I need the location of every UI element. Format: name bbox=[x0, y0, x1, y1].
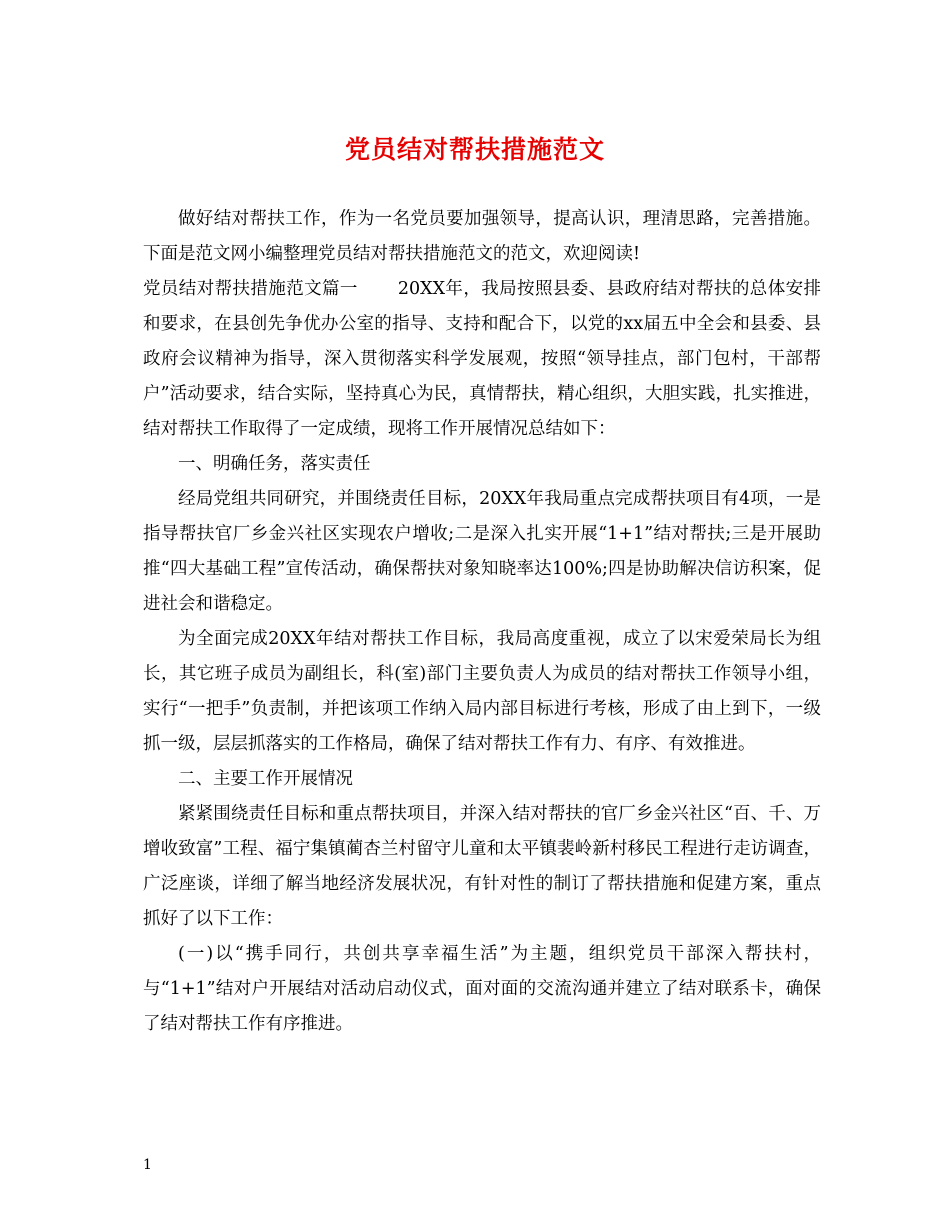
article-first-paragraph bbox=[143, 272, 821, 447]
document-body bbox=[143, 202, 821, 1042]
section1-paragraph-1: 经局党组共同研究，并围绕责任目标，20XX年我局重点完成帮扶项目有4项，一是指导帮扶官厂乡金兴社区实现农户增收;二是深入扎实开展“1+1”结对帮扶;三是开展助推“四大基础工程”宣传活动，确保帮扶对象知晓率达100%;四是协助解决信访积案，促进社会和谐稳定。 bbox=[143, 489, 821, 614]
section-heading-1: 一、明确任务，落实责任 bbox=[178, 454, 371, 474]
section-heading-2: 二、主要工作开展情况 bbox=[178, 769, 353, 789]
document-title: 党员结对帮扶措施范文 bbox=[344, 135, 605, 164]
intro-paragraph: 做好结对帮扶工作，作为一名党员要加强领导，提高认识，理清思路，完善措施。下面是范文网小编整理党员结对帮扶措施范文的范文，欢迎阅读! bbox=[143, 209, 821, 264]
page-number: 1 bbox=[143, 1157, 152, 1173]
section1-paragraph-2: 为全面完成20XX年结对帮扶工作目标，我局高度重视，成立了以宋爱荣局长为组长，其它班子成员为副组长，科(室)部门主要负责人为成员的结对帮扶工作领导小组，实行“一把手”负责制，并把该项工作纳入局内部目标进行考核，形成了由上到下，一级抓一级，层层抓落实的工作格局，确保了结对帮扶工作有力、有序、有效推进。 bbox=[143, 629, 821, 754]
article-lead: 20XX年，我局按照县委、县政府结对帮扶的总体安排和要求，在县创先争优办公室的指导、支持和配合下，以党的xx届五中全会和县委、县政府会议精神为指导，深入贯彻落实科学发展观，按照“领导挂点，部门包村，干部帮户”活动要求，结合实际，坚持真心为民，真情帮扶，精心组织，大胆实践，扎实推进，结对帮扶工作取得了一定成绩，现将工作开展情况总结如下： bbox=[143, 279, 821, 439]
section2-paragraph-1: 紧紧围绕责任目标和重点帮扶项目，并深入结对帮扶的官厂乡金兴社区“百、千、万增收致富”工程、福宁集镇蔺杏兰村留守儿童和太平镇裴岭新村移民工程进行走访调查，广泛座谈，详细了解当地经济发展状况，有针对性的制订了帮扶措施和促建方案，重点抓好了以下工作： bbox=[143, 804, 821, 929]
section2-paragraph-2: (一)以“携手同行，共创共享幸福生活”为主题，组织党员干部深入帮扶村，与“1+1”结对户开展结对活动启动仪式，面对面的交流沟通并建立了结对联系卡，确保了结对帮扶工作有序推进。 bbox=[143, 944, 821, 1034]
article-label: 党员结对帮扶措施范文篇一 bbox=[143, 279, 358, 299]
